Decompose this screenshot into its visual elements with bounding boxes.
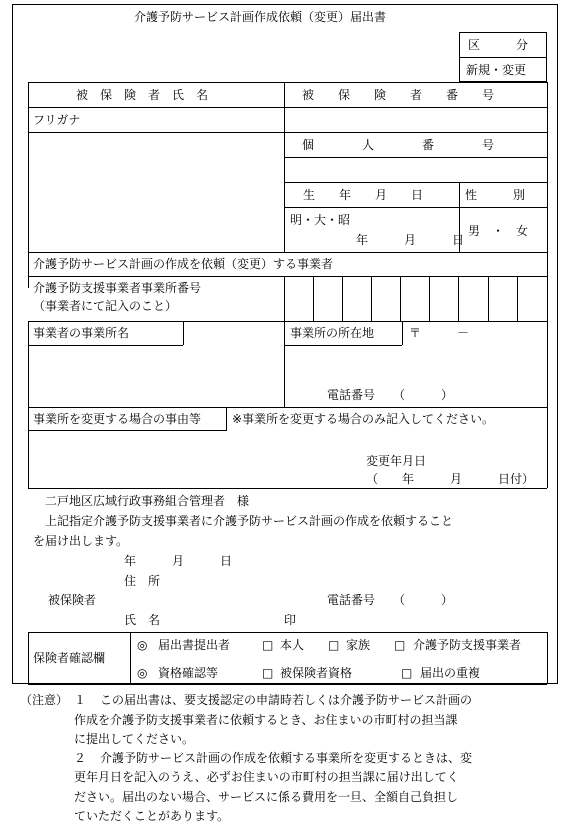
check-qualification-mark: ◎ — [137, 666, 148, 680]
provider-section-title: 介護予防サービス計画の作成を依頼（変更）する事業者 — [33, 257, 334, 271]
insured-number-header: 被 保 険 者 番 号 — [302, 88, 495, 102]
seal-mark: 印 — [284, 613, 297, 627]
office-address-field[interactable] — [286, 347, 546, 383]
sex-header: 性 別 — [465, 188, 526, 202]
change-reason-label: 事業所を変更する場合の事由等 — [33, 412, 202, 426]
provider-number-field[interactable] — [286, 277, 546, 320]
declaration-address-label: 住 所 — [124, 574, 161, 588]
check-submitter-mark: ◎ — [137, 638, 148, 652]
declaration-body-1: 上記指定介護予防支援事業者に介護予防サービス計画の作成を依頼すること — [45, 514, 454, 528]
addressee: 二戸地区広域行政事務組合管理者 様 — [45, 494, 250, 508]
change-date-label: 変更年月日 — [366, 454, 427, 468]
check-self-label: 本人 — [280, 638, 305, 652]
check-submitter-label: 届出書提出者 — [158, 638, 231, 652]
check-insured-status-label: 被保険者資格 — [280, 666, 353, 680]
insured-name-field[interactable] — [30, 134, 282, 250]
insured-name-header: 被 保 険 者 氏 名 — [76, 88, 209, 102]
change-date-value[interactable]: （ 年 月 日付） — [366, 472, 535, 486]
declaration-phone[interactable]: 電話番号 （ ） — [327, 593, 454, 607]
office-name-label: 事業者の事業所名 — [33, 326, 130, 340]
note-2-line-4: ていただくことがあります。 — [74, 809, 230, 823]
declaration-body-2: を届け出します。 — [33, 534, 129, 548]
declaration-date[interactable]: 年 月 日 — [124, 554, 233, 568]
postal-code[interactable]: 〒 － — [409, 326, 470, 340]
office-name-field[interactable] — [30, 347, 282, 405]
sex-options[interactable]: 男 ・ 女 — [468, 224, 529, 238]
furigana-field[interactable] — [90, 108, 282, 131]
birth-date[interactable]: 年 月 日 — [356, 233, 465, 247]
check-provider-label: 介護予防支援事業者 — [413, 638, 522, 652]
check-insured-status-box[interactable]: □ — [262, 666, 274, 680]
check-family-label: 家族 — [346, 638, 371, 652]
page-title: 介護予防サービス計画作成依頼（変更）届出書 — [134, 10, 387, 24]
kubun-value[interactable]: 新規・変更 — [466, 63, 527, 77]
note-1-number: １ — [74, 693, 87, 707]
birth-era[interactable]: 明・大・昭 — [290, 213, 351, 227]
insurer-check-label: 保険者確認欄 — [33, 651, 106, 665]
provider-number-note: （事業者にて記入のこと） — [33, 299, 178, 313]
change-reason-field[interactable] — [30, 433, 360, 485]
personal-number-header: 個 人 番 号 — [302, 138, 495, 152]
check-family-box[interactable]: □ — [328, 638, 340, 652]
check-qualification-label: 資格確認等 — [158, 666, 219, 680]
note-2-line-3: ださい。届出のない場合、サービスに係る費用を一旦、全額自己負担し — [74, 790, 459, 804]
furigana-label: フリガナ — [33, 113, 81, 127]
check-provider-box[interactable]: □ — [394, 638, 406, 652]
check-duplicate-label: 届出の重複 — [420, 666, 481, 680]
note-1-line-3: に提出してください。 — [74, 732, 195, 746]
personal-number-field[interactable] — [286, 158, 546, 181]
note-2-line-1: 介護予防サービス計画の作成を依頼する事業所を変更するときは、変 — [100, 751, 473, 765]
birth-header: 生 年 月 日 — [303, 188, 424, 202]
check-self-box[interactable]: □ — [262, 638, 274, 652]
note-2-number: ２ — [74, 751, 87, 765]
insured-number-field[interactable] — [286, 108, 546, 131]
check-duplicate-box[interactable]: □ — [401, 666, 413, 680]
change-reason-note: ※事業所を変更する場合のみ記入してください。 — [232, 412, 495, 426]
note-2-line-2: 更年月日を記入のうえ、必ずお住まいの市町村の担当課に届け出してく — [74, 770, 459, 784]
notes-prefix: （注意） — [20, 693, 69, 707]
office-phone[interactable]: 電話番号 （ ） — [327, 388, 454, 402]
note-1-line-1: この届出書は、要支援認定の申請時若しくは介護予防サービス計画の — [100, 693, 473, 707]
kubun-label: 区 分 — [468, 38, 529, 52]
declaration-insured-label: 被保険者 — [48, 593, 97, 607]
office-address-label: 事業所の所在地 — [290, 326, 375, 340]
declaration-name-label: 氏 名 — [124, 613, 161, 627]
note-1-line-2: 作成を介護予防支援事業者に依頼するとき、お住まいの市町村の担当課 — [74, 713, 458, 727]
form-frame — [12, 4, 558, 684]
provider-number-label: 介護予防支援事業者事業所番号 — [33, 281, 202, 295]
